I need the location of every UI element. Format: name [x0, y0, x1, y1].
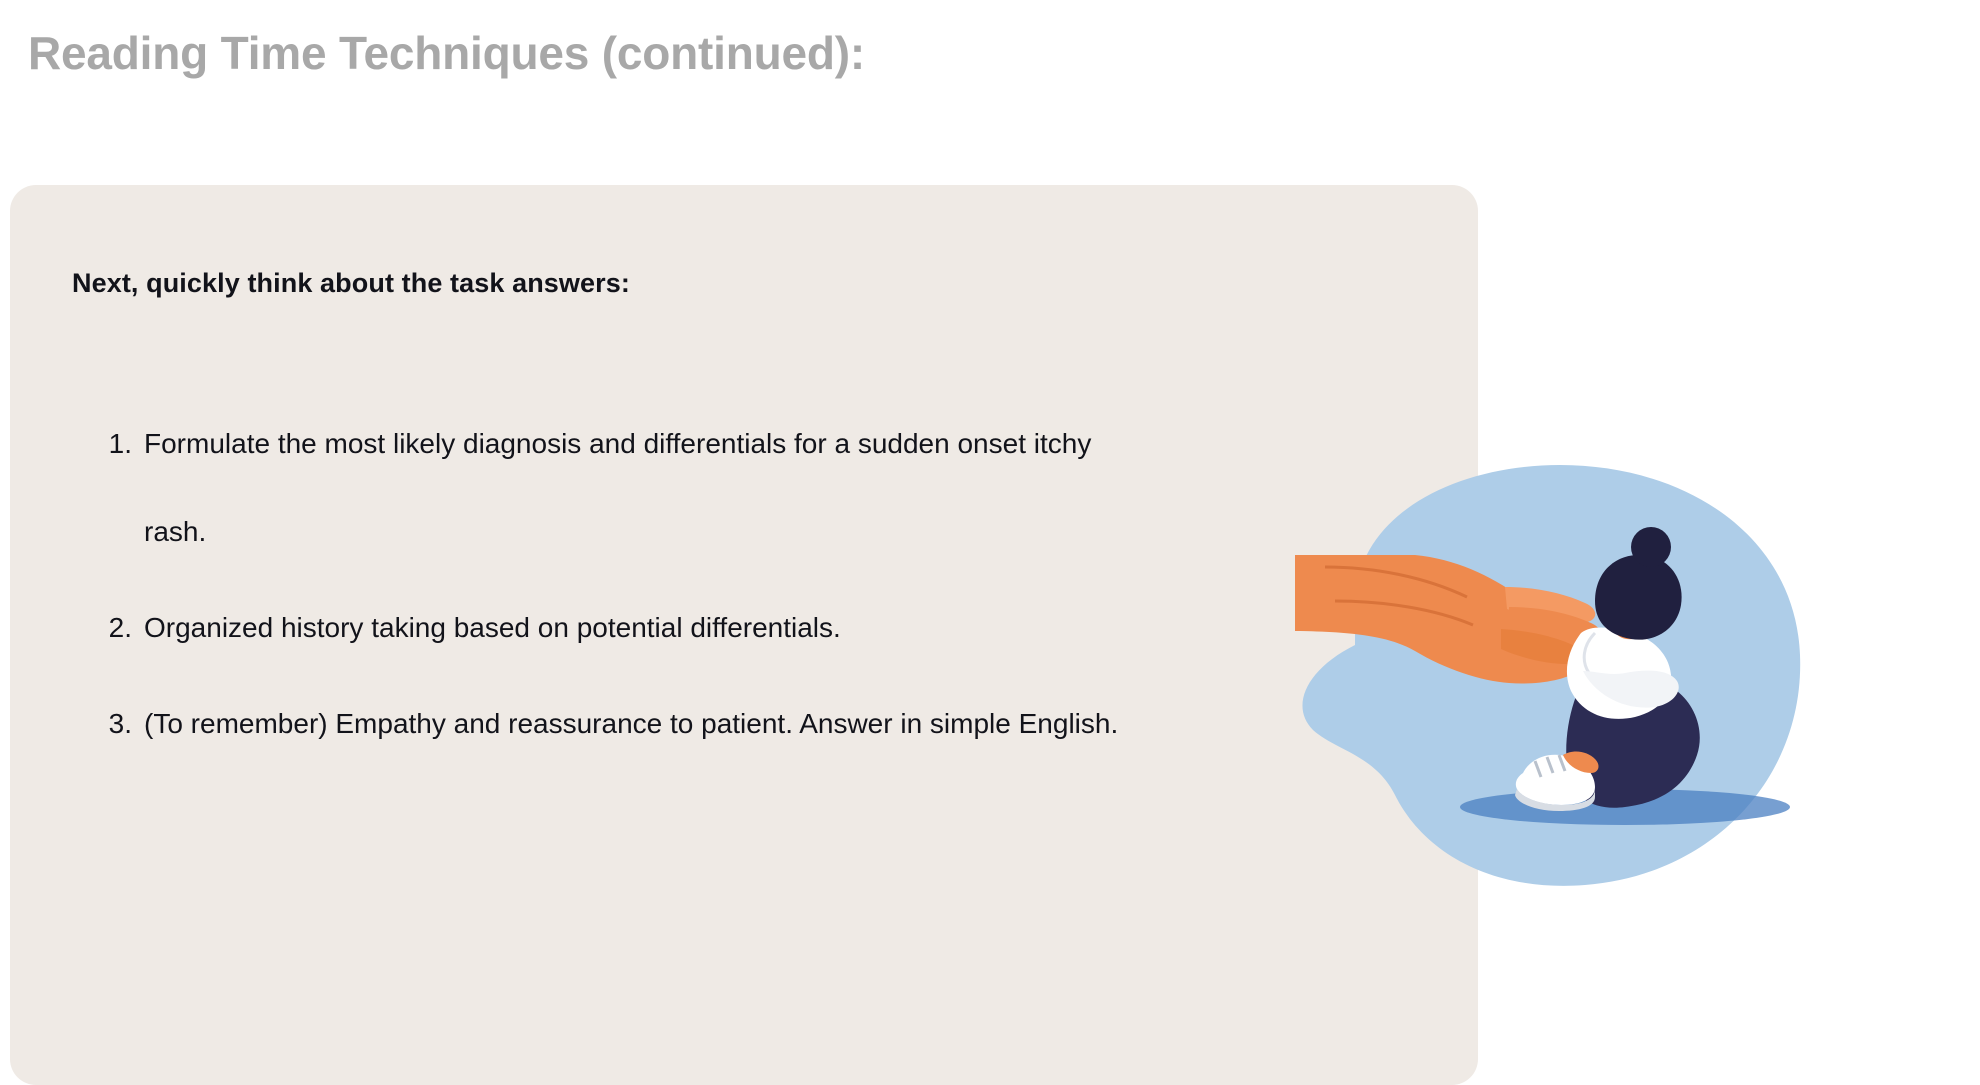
list-item-number: 3.	[108, 708, 132, 739]
list-item	[98, 680, 1218, 768]
list-item-number: 2.	[108, 612, 132, 643]
hair-bun	[1631, 527, 1671, 567]
list-item	[98, 584, 1218, 672]
list-item	[98, 400, 1218, 576]
list-item-label: Organized history taking based on potential differentials.	[144, 612, 841, 643]
list-item-label: (To remember) Empathy and reassurance to patient. Answer in simple English.	[144, 708, 1119, 739]
page-title: Reading Time Techniques (continued):	[28, 27, 866, 79]
person-hair	[1595, 555, 1682, 640]
answer-list	[98, 400, 1218, 776]
illustration-svg	[1295, 455, 1815, 925]
helping-hand-illustration	[1295, 455, 1815, 925]
card-heading: Next, quickly think about the task answers:	[72, 268, 630, 298]
list-item-number: 1.	[108, 428, 132, 459]
list-item-label: Formulate the most likely diagnosis and differentials for a sudden onset itchy rash.	[144, 428, 1092, 547]
